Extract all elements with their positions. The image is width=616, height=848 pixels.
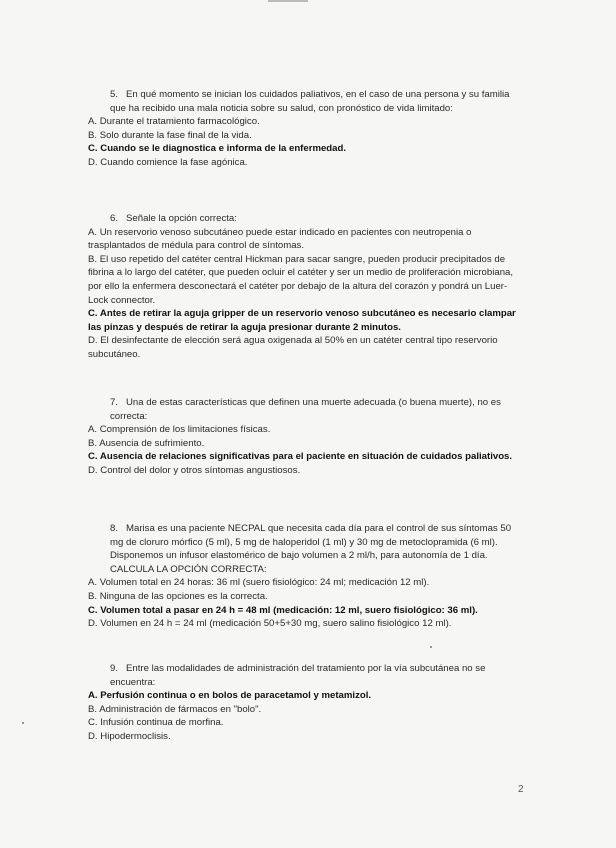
question-number: 7.	[110, 397, 119, 408]
question-9	[88, 662, 524, 744]
question-number: 6.	[110, 213, 119, 224]
scan-speck	[430, 646, 432, 648]
question-number: 8.	[110, 523, 119, 534]
question-stem	[88, 88, 524, 115]
option-b: B. Solo durante la fase final de la vida.	[88, 129, 252, 141]
question-number: 5.	[110, 89, 119, 100]
option-a: A. Durante el tratamiento farmacológico.	[88, 116, 260, 128]
option-c-correct: C. Antes de retirar la aguja gripper de un reservorio venoso subcutáneo es necesario clampar las pinzas y después de retirar la aguja presionar durante 2 minutos.	[88, 308, 516, 333]
question-text: Entre las modalidades de administración del tratamiento por la vía subcutánea no se encuentra:	[110, 663, 486, 688]
question-text: En qué momento se inician los cuidados paliativos, en el caso de una persona y su familia que ha recibido una mala noticia sobre su salud, con pronóstico de vida limitado:	[110, 89, 510, 114]
option-b: B. Ausencia de sufrimiento.	[88, 437, 205, 449]
scan-speck	[22, 722, 24, 724]
option-c-correct: C. Volumen total a pasar en 24 h = 48 ml (medicación: 12 ml, suero fisiológico: 36 ml).	[88, 604, 478, 616]
page-number: 2	[518, 784, 524, 795]
question-text: Señale la opción correcta:	[126, 213, 237, 224]
question-5	[88, 88, 524, 170]
option-d: D. Hipodermoclisis.	[88, 730, 171, 742]
question-stem	[88, 212, 524, 226]
option-c: C. Infusión continua de morfina.	[88, 717, 224, 729]
question-text: Una de estas características que definen una muerte adecuada (o buena muerte), no es correcta:	[110, 397, 501, 422]
option-b: B. Ninguna de las opciones es la correcta.	[88, 590, 268, 602]
question-stem	[88, 662, 524, 689]
option-a: A. Volumen total en 24 horas: 36 ml (suero fisiológico: 24 ml; medicación 12 ml).	[88, 577, 430, 589]
scan-artifact	[268, 0, 308, 2]
option-c-correct: C. Cuando se le diagnostica e informa de la enfermedad.	[88, 143, 347, 155]
option-b: B. Administración de fármacos en "bolo".	[88, 703, 262, 715]
question-7	[88, 396, 524, 478]
option-d: D. El desinfectante de elección será agua oxigenada al 50% en un catéter central tipo reservorio subcutáneo.	[88, 335, 498, 360]
option-a-correct: A. Perfusión continua o en bolos de paracetamol y metamizol.	[88, 690, 372, 702]
question-number: 9.	[110, 663, 119, 674]
option-a: A. Un reservorio venoso subcutáneo puede estar indicado en pacientes con neutropenia o trasplantados de médula para control de síntomas.	[88, 226, 472, 252]
question-stem	[88, 522, 524, 576]
option-d: D. Cuando comience la fase agónica.	[88, 156, 248, 168]
option-d: D. Control del dolor y otros síntomas angustiosos.	[88, 464, 301, 476]
question-stem	[88, 396, 524, 423]
option-b: B. El uso repetido del catéter central Hickman para sacar sangre, pueden producir precipitados de fibrina a lo largo del catéter, que pueden ocluir el catéter y ser un medio de proliferación microbiana, por ello la enfermera desconectará el catéter por debajo de la altura del corazón y pondrá un Luer-Lock connector.	[88, 253, 514, 306]
question-text: Marisa es una paciente NECPAL que necesita cada día para el control de sus síntomas 50 mg de cloruro mórfico (5 ml), 5 mg de haloperidol (1 ml) y 30 mg de metoclopramida (6 ml). Disponemos un infusor elastomérico de bajo volumen a 2 ml/h, para autonomía de 1 día. CALCULA LA OPCIÓN CORRECTA:	[110, 523, 512, 575]
option-d: D. Volumen en 24 h = 24 ml (medicación 50+5+30 mg, suero salino fisiológico 12 ml).	[88, 618, 452, 630]
option-a: A. Comprensión de los limitaciones físicas.	[88, 424, 271, 436]
option-c-correct: C. Ausencia de relaciones significativas para el paciente en situación de cuidados paliativos.	[88, 451, 513, 463]
question-6	[88, 212, 524, 362]
question-8	[88, 522, 524, 631]
